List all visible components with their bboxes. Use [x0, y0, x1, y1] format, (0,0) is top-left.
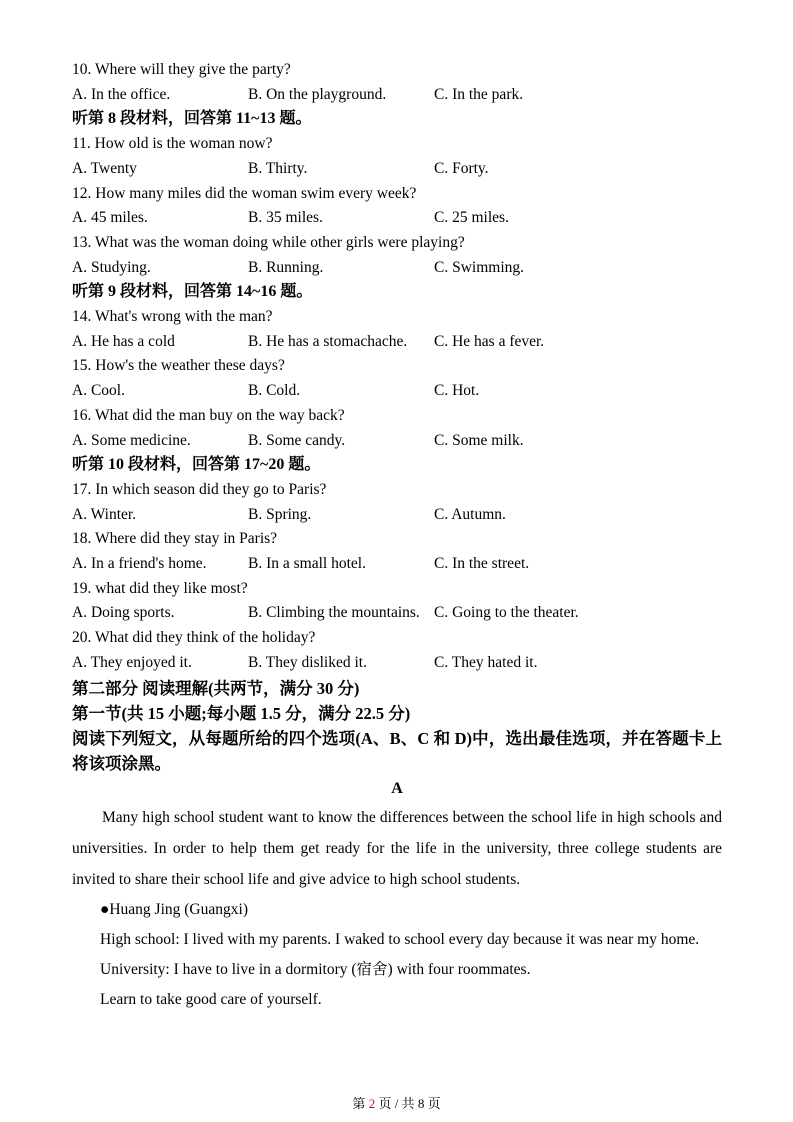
passage-paragraph: Many high school student want to know the differences between the school life in high schools and universities. In order to help them get ready for the life in the university, three college students are invited to share their school life and give advice to high school students. [72, 808, 722, 888]
question-15: 15. How's the weather these days? [72, 357, 285, 375]
option-a: A. Twenty [72, 159, 137, 177]
options-10 [72, 83, 722, 108]
option-c: C. Forty. [434, 159, 489, 177]
option-a: A. 45 miles. [72, 209, 148, 227]
footer-total-pages: 8 [417, 1096, 425, 1111]
option-c: C. In the park. [434, 85, 524, 103]
option-c: C. Hot. [434, 382, 480, 400]
option-c: C. 25 miles. [434, 209, 509, 227]
part2-title: 第二部分 阅读理解(共两节，满分 30 分) [72, 678, 360, 698]
option-a: A. In a friend's home. [72, 555, 207, 573]
material-header-10: 听第 10 段材料，回答第 17~20 题。 [72, 456, 321, 474]
option-c: C. He has a fever. [434, 332, 545, 350]
university-line: University: I have to live in a dormitory (宿舍) with four roommates. [100, 961, 531, 979]
option-c: C. They hated it. [434, 653, 538, 671]
reading-section [72, 676, 722, 1016]
option-a: A. Cool. [72, 382, 125, 400]
question-13: 13. What was the woman doing while other girls were playing? [72, 233, 465, 251]
question-10: 10. Where will they give the party? [72, 61, 291, 78]
footer-page-number: 2 [368, 1096, 376, 1111]
page-content [72, 58, 722, 1016]
page-footer [0, 1096, 793, 1112]
options-15 [72, 379, 722, 404]
options-14 [72, 330, 722, 355]
option-b: B. Cold. [248, 382, 301, 400]
option-b: B. Running. [248, 258, 324, 276]
question-20: 20. What did they think of the holiday? [72, 629, 316, 647]
question-14: 14. What's wrong with the man? [72, 308, 273, 326]
footer-prefix: 第 [352, 1096, 369, 1111]
option-c: C. In the street. [434, 555, 530, 573]
question-19: 19. what did they like most? [72, 579, 248, 597]
question-17: 17. In which season did they go to Paris? [72, 480, 327, 498]
question-16: 16. What did the man buy on the way back? [72, 406, 345, 424]
options-13 [72, 256, 722, 281]
reading-instructions: 阅读下列短文，从每题所给的四个选项(A、B、C 和 D)中，选出最佳选项，并在答题卡上将该项涂黑。 [72, 728, 722, 773]
option-c: C. Some milk. [434, 431, 524, 449]
bullet-huang-jing: ●Huang Jing (Guangxi) [100, 900, 248, 918]
option-b: B. He has a stomachache. [248, 332, 408, 350]
options-18 [72, 552, 722, 577]
option-b: B. They disliked it. [248, 653, 367, 671]
option-a: A. He has a cold [72, 332, 175, 350]
options-12 [72, 206, 722, 231]
option-b: B. On the playground. [248, 85, 387, 103]
option-c: C. Going to the theater. [434, 604, 579, 622]
advice-line: Learn to take good care of yourself. [100, 991, 322, 1009]
options-17 [72, 503, 722, 528]
listening-section [72, 58, 722, 676]
options-19 [72, 601, 722, 626]
options-20 [72, 651, 722, 676]
option-a: A. They enjoyed it. [72, 653, 192, 671]
option-c: C. Autumn. [434, 505, 506, 523]
option-b: B. Thirty. [248, 159, 308, 177]
option-b: B. Some candy. [248, 431, 346, 449]
material-header-8: 听第 8 段材料，回答第 11~13 题。 [72, 110, 312, 128]
option-c: C. Swimming. [434, 258, 525, 276]
high-school-line: High school: I lived with my parents. I waked to school every day because it was near my home. [100, 930, 700, 948]
question-11: 11. How old is the woman now? [72, 135, 273, 153]
option-b: B. Spring. [248, 505, 312, 523]
options-11 [72, 157, 722, 182]
option-b: B. 35 miles. [248, 209, 323, 227]
option-a: A. In the office. [72, 85, 171, 103]
option-a: A. Winter. [72, 505, 137, 523]
option-b: B. In a small hotel. [248, 555, 366, 573]
option-a: A. Studying. [72, 258, 151, 276]
footer-suffix: 页 [424, 1096, 441, 1111]
option-a: A. Doing sports. [72, 604, 175, 622]
option-a: A. Some medicine. [72, 431, 191, 449]
question-18: 18. Where did they stay in Paris? [72, 530, 278, 548]
material-header-9: 听第 9 段材料，回答第 14~16 题。 [72, 283, 313, 301]
options-16 [72, 429, 722, 454]
footer-mid: 页 / 共 [375, 1096, 418, 1111]
question-12: 12. How many miles did the woman swim every week? [72, 184, 417, 202]
passage-label: A [391, 779, 403, 797]
option-b: B. Climbing the mountains. [248, 604, 420, 622]
section1-title: 第一节(共 15 小题;每小题 1.5 分，满分 22.5 分) [72, 703, 411, 723]
